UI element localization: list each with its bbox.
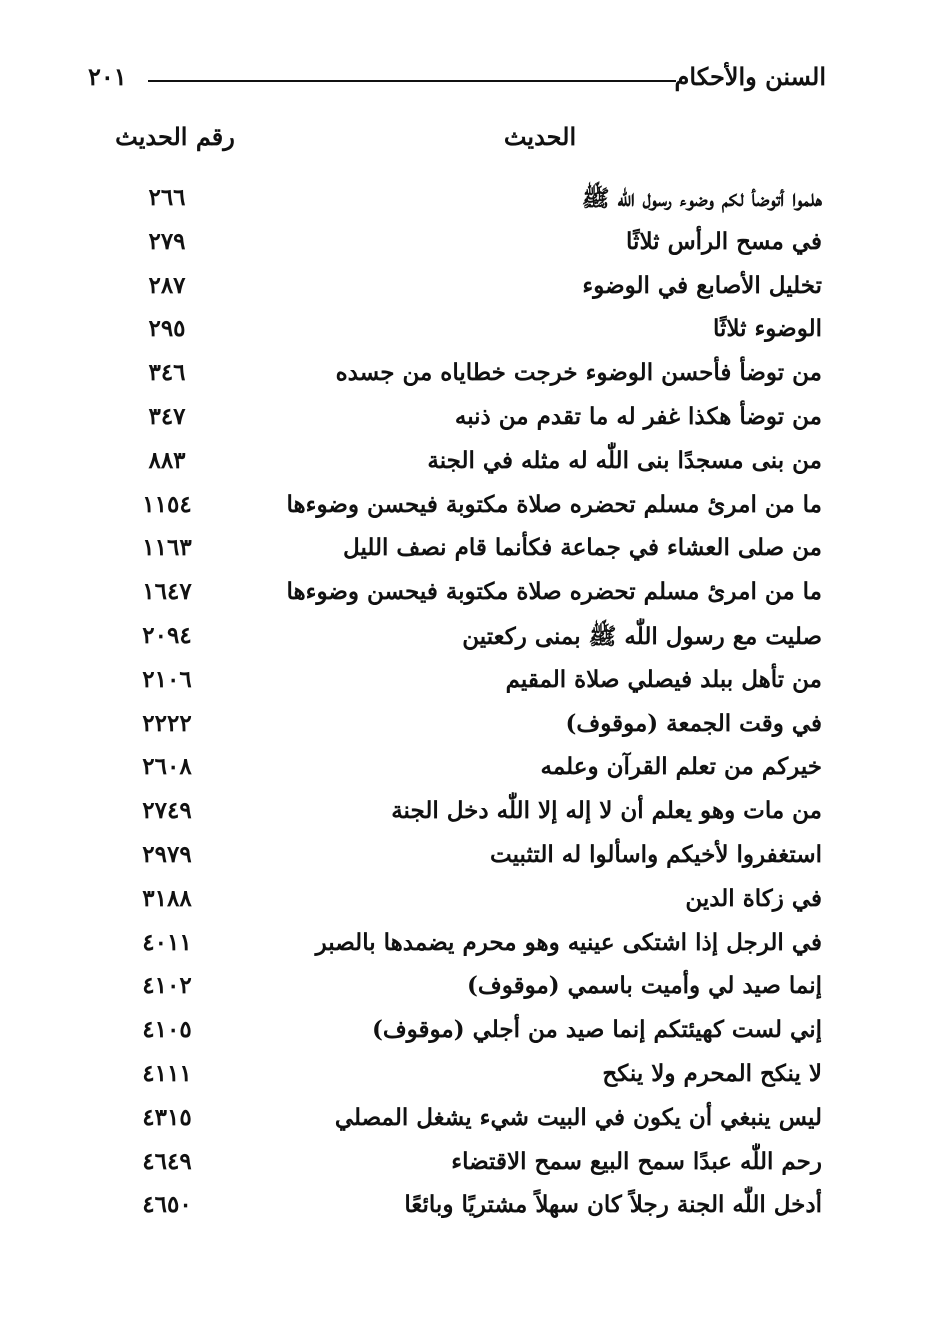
- hadith-number: ٢٨٧: [148, 271, 186, 299]
- hadith-number: ٢٧٩: [148, 227, 186, 255]
- column-header-hadith: الحديث: [503, 122, 577, 151]
- hadith-number: ٢١٠٦: [142, 665, 192, 693]
- index-row: [0, 616, 926, 660]
- hadith-number: ٨٨٣: [148, 446, 186, 474]
- hadith-text: إنما صيد لي وأميت باسمي (موقوف): [466, 972, 822, 1000]
- hadith-text: ما من امرئ مسلم تحضره صلاة مكتوبة فيحسن وضوءها: [286, 578, 822, 606]
- hadith-number: ٤١٠٥: [142, 1016, 192, 1044]
- index-row: [0, 222, 926, 266]
- hadith-number: ٤٦٥٠: [142, 1191, 192, 1219]
- index-row: [0, 747, 926, 791]
- hadith-text: إني لست كهيئتكم إنما صيد من أجلي (موقوف): [371, 1016, 822, 1044]
- index-row: [0, 966, 926, 1010]
- hadith-number: ٢٠٩٤: [142, 621, 192, 649]
- index-row: [0, 353, 926, 397]
- hadith-text: تخليل الأصابع في الوضوء: [582, 271, 822, 299]
- index-row: [0, 178, 926, 222]
- hadith-number: ٤١٠٢: [142, 972, 192, 1000]
- hadith-text: استغفروا لأخيكم واسألوا له التثبيت: [490, 840, 822, 868]
- hadith-text: لا ينكح المحرم ولا ينكح: [602, 1059, 822, 1087]
- hadith-text: في الرجل إذا اشتكى عينيه وهو محرم يضمدها بالصبر: [315, 928, 822, 956]
- page-header: [88, 62, 826, 102]
- hadith-text: في مسح الرأس ثلاثًا: [626, 227, 822, 255]
- hadith-text: من بنى مسجدًا بنى اللّٰه له مثله في الجنة: [427, 446, 822, 474]
- hadith-text: صليت مع رسول اللّٰه ﷺ بمنى ركعتين: [462, 622, 822, 650]
- index-row: [0, 1098, 926, 1142]
- hadith-text: هلموا أتوضأ لكم وضوء رسول اللّٰه ﷺ: [581, 185, 822, 212]
- hadith-number: ٣٤٧: [148, 402, 186, 430]
- hadith-number: ٢٦٠٨: [142, 753, 192, 781]
- hadith-text: في زكاة الدين: [685, 884, 822, 912]
- index-row: [0, 879, 926, 923]
- hadith-text: ليس ينبغي أن يكون في البيت شيء يشغل المصلي: [334, 1103, 822, 1131]
- index-row: [0, 791, 926, 835]
- hadith-number: ١١٦٣: [142, 534, 192, 562]
- hadith-number: ٢٧٤٩: [142, 797, 192, 825]
- index-row: [0, 835, 926, 879]
- hadith-text: ما من امرئ مسلم تحضره صلاة مكتوبة فيحسن وضوءها: [286, 490, 822, 518]
- hadith-number: ١٦٤٧: [142, 578, 192, 606]
- index-row: [0, 660, 926, 704]
- index-row: [0, 1054, 926, 1098]
- hadith-text: من تأهل ببلد فيصلي صلاة المقيم: [505, 665, 822, 693]
- hadith-number: ٤١١١: [142, 1059, 192, 1087]
- hadith-text: في وقت الجمعة (موقوف): [565, 709, 822, 737]
- hadith-text: خيركم من تعلم القرآن وعلمه: [540, 753, 822, 781]
- index-row: [0, 309, 926, 353]
- hadith-index-list: [0, 178, 926, 1229]
- hadith-text: من مات وهو يعلم أن لا إله إلا اللّٰه دخل الجنة: [391, 797, 822, 825]
- hadith-number: ٢٢٢٢: [142, 709, 192, 737]
- index-row: [0, 397, 926, 441]
- index-row: [0, 1142, 926, 1186]
- hadith-text: من صلى العشاء في جماعة فكأنما قام نصف الليل: [343, 534, 822, 562]
- column-header-number: رقم الحديث: [115, 122, 235, 151]
- page-number: ٢٠١: [88, 62, 127, 91]
- index-row: [0, 1185, 926, 1229]
- hadith-text: الوضوء ثلاثًا: [712, 315, 822, 343]
- hadith-text: من توضأ هكذا غفر له ما تقدم من ذنبه: [454, 402, 822, 430]
- index-row: [0, 441, 926, 485]
- hadith-text: رحم اللّٰه عبدًا سمح البيع سمح الاقتضاء: [451, 1147, 822, 1175]
- hadith-number: ٢٩٧٩: [142, 840, 192, 868]
- hadith-number: ٤٦٤٩: [142, 1147, 192, 1175]
- index-row: [0, 485, 926, 529]
- hadith-number: ١١٥٤: [142, 490, 192, 518]
- index-row: [0, 572, 926, 616]
- hadith-number: ٤٠١١: [142, 928, 192, 956]
- index-row: [0, 704, 926, 748]
- index-row: [0, 266, 926, 310]
- index-row: [0, 528, 926, 572]
- hadith-number: ٢٦٦: [148, 184, 186, 211]
- index-row: [0, 1010, 926, 1054]
- header-rule: [148, 80, 676, 82]
- hadith-number: ٣٤٦: [148, 359, 186, 387]
- running-title: السنن والأحكام: [674, 62, 826, 91]
- hadith-number: ٤٣١٥: [142, 1103, 192, 1131]
- hadith-text: من توضأ فأحسن الوضوء خرجت خطاياه من جسده: [335, 359, 822, 387]
- hadith-text: أدخل اللّٰه الجنة رجلاً كان سهلاً مشتريًا وبائعًا: [404, 1191, 822, 1219]
- index-row: [0, 923, 926, 967]
- hadith-number: ٣١٨٨: [142, 884, 192, 912]
- hadith-number: ٢٩٥: [148, 315, 186, 343]
